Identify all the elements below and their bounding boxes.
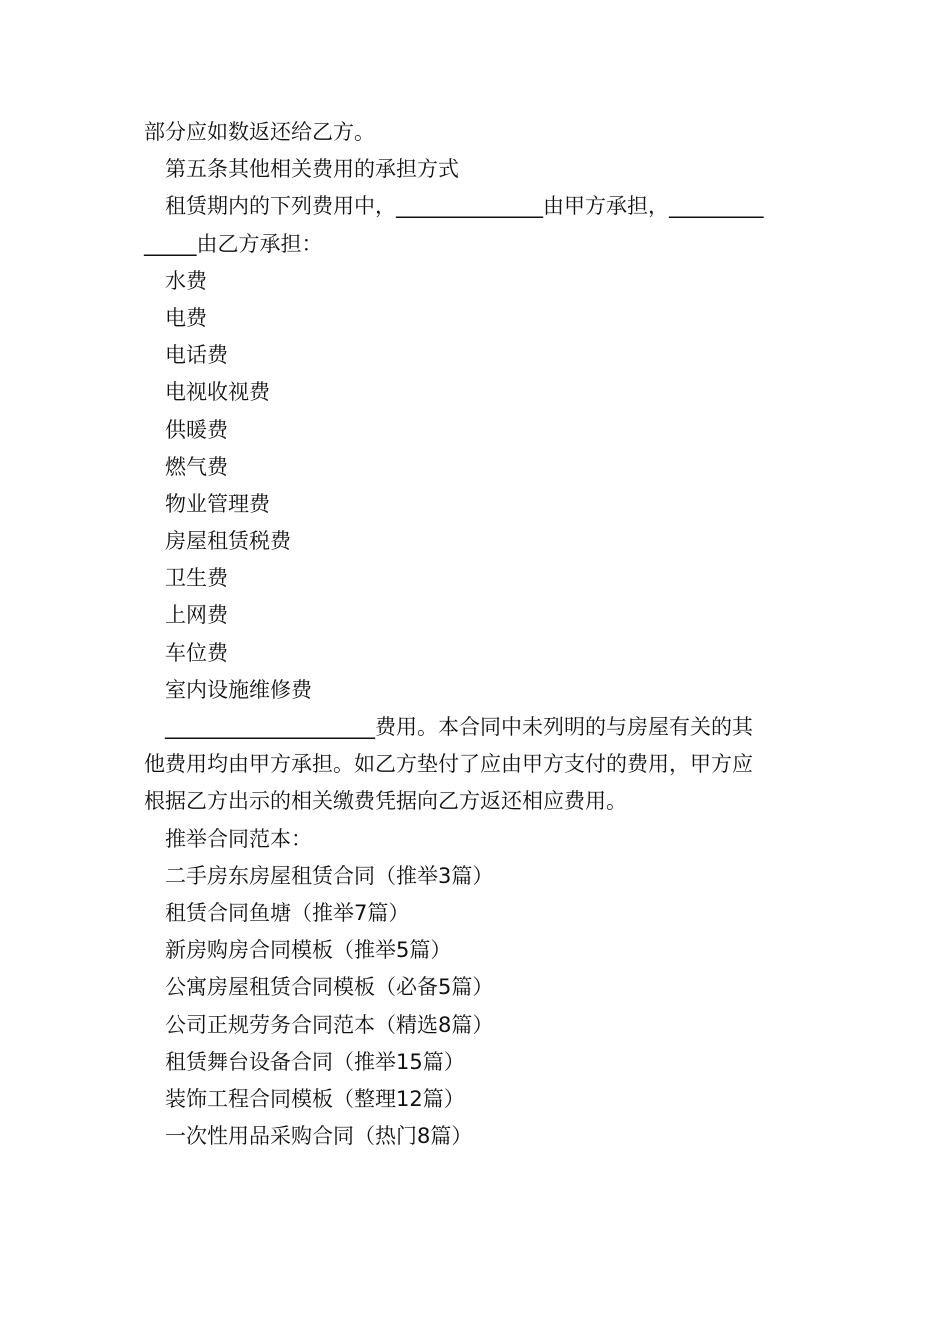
fee-item: 物业管理费: [165, 491, 270, 516]
recommended-item: 新房购房合同模板（推举5篇）: [165, 938, 452, 963]
recommended-item: 租赁舞台设备合同（推举15篇）: [165, 1049, 465, 1074]
recommended-list: [144, 858, 808, 1156]
fee-item: 电话费: [165, 343, 228, 368]
intro-line: 部分应如数返还给乙方。: [144, 120, 375, 144]
blank-field-landlord: ______________: [396, 194, 543, 219]
closing-paragraph: [144, 709, 808, 821]
clause-text-1: 租赁期内的下列费用中，: [165, 194, 396, 219]
fee-list: [144, 263, 808, 709]
clause-line-1: [144, 188, 808, 225]
fee-item: 车位费: [165, 640, 228, 665]
recommended-item: 装饰工程合同模板（整理12篇）: [165, 1086, 465, 1111]
recommended-item: 租赁合同鱼塘（推举7篇）: [165, 900, 410, 925]
clause-line-2: [144, 226, 808, 263]
recommended-item: 一次性用品采购合同（热门8篇）: [165, 1124, 473, 1149]
clause-text-2: 由甲方承担，: [543, 194, 669, 219]
fee-item: 燃气费: [165, 454, 228, 479]
fee-item: 卫生费: [165, 566, 228, 591]
recommended-item: 公寓房屋租赁合同模板（必备5篇）: [165, 975, 494, 1000]
fee-item: 房屋租赁税费: [165, 529, 291, 554]
closing-line-3: 根据乙方出示的相关缴费凭据向乙方返还相应费用。: [144, 789, 627, 814]
blank-field-other-fees: ____________________: [165, 715, 375, 739]
fee-item: 电视收视费: [165, 380, 270, 405]
fee-item: 供暖费: [165, 417, 228, 442]
closing-line-1: [144, 709, 808, 746]
closing-text-1: 费用。本合同中未列明的与房屋有关的其: [375, 715, 753, 739]
blank-field-tenant-b: _____: [144, 231, 197, 256]
fee-item: 电费: [165, 305, 207, 330]
clause-text-3: 由乙方承担：: [196, 231, 323, 256]
blank-field-tenant-a: _________: [669, 194, 764, 219]
recommended-item: 二手房东房屋租赁合同（推举3篇）: [165, 863, 494, 888]
recommended-item: 公司正规劳务合同范本（精选8篇）: [165, 1012, 494, 1037]
article-heading: 第五条其他相关费用的承担方式: [165, 157, 459, 182]
fee-item: 室内设施维修费: [165, 677, 312, 702]
fee-item: 水费: [165, 268, 207, 293]
closing-line-2: 他费用均由甲方承担。如乙方垫付了应由甲方支付的费用，甲方应: [144, 752, 753, 777]
recommend-heading: 推举合同范本：: [165, 826, 312, 851]
document-body: [144, 114, 808, 1155]
fee-item: 上网费: [165, 603, 228, 628]
